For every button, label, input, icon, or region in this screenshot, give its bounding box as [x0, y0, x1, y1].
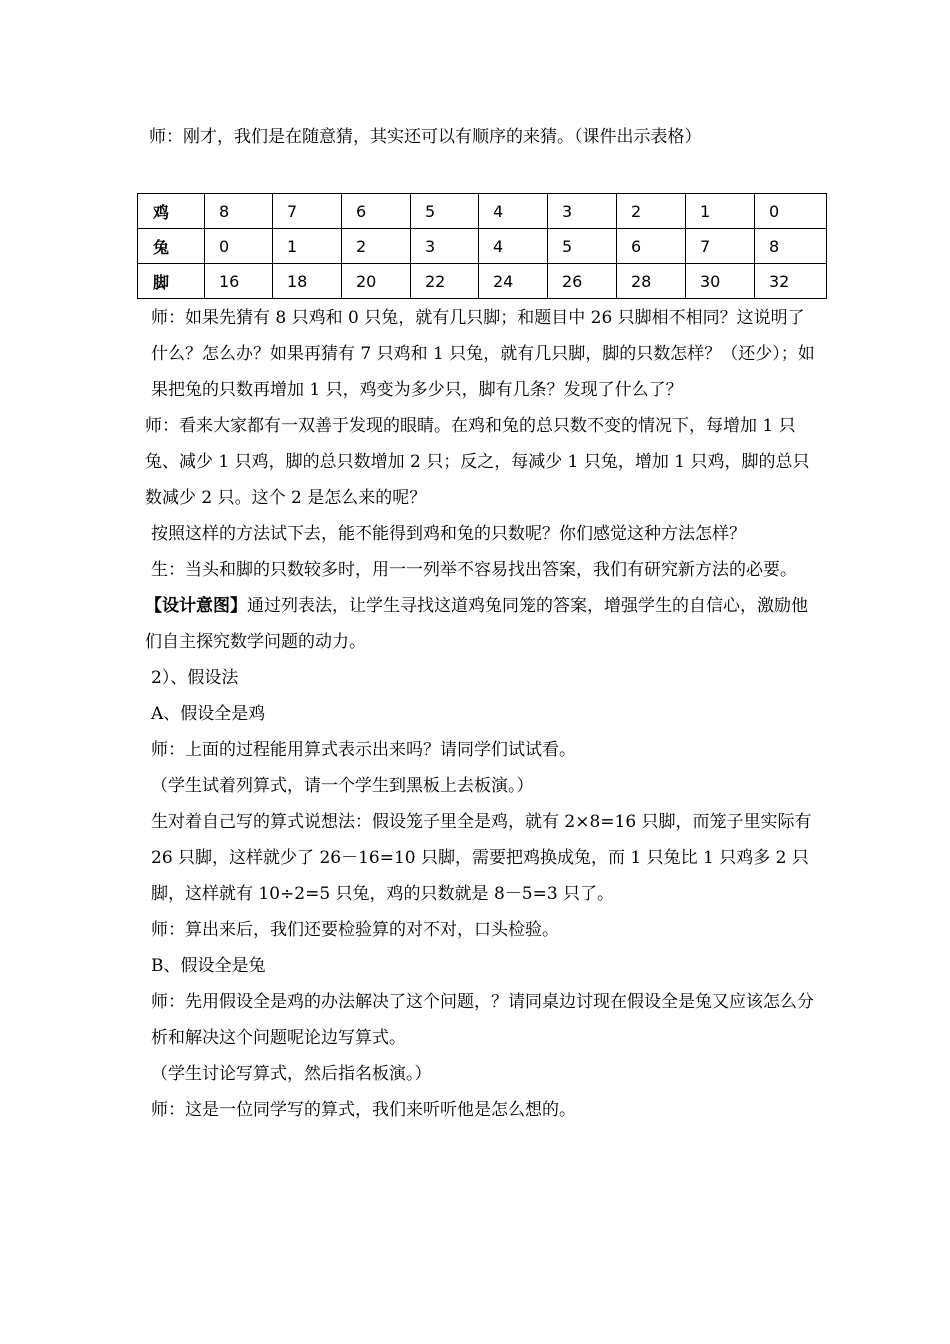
table-cell: 18	[273, 264, 342, 299]
table-cell: 0	[755, 194, 827, 229]
table-cell: 7	[273, 194, 342, 229]
design-intent-label: 【设计意图】	[145, 596, 247, 616]
table-cell: 30	[686, 264, 755, 299]
paragraph-student-reasoning: 生对着自己写的算式说想法：假设笼子里全是鸡，就有 2×8=16 只脚，而笼子里实际有 26 只脚，这样就少了 26－16=10 只脚，需要把鸡换成兔，而 1 只兔比 1 只鸡多 2 只脚，这样就有 10÷2=5 只兔，鸡的只数就是 8－5=3 只了。	[151, 812, 812, 904]
table-cell: 5	[411, 194, 479, 229]
subheading-assume-chicken: A、假设全是鸡	[151, 704, 266, 724]
table-cell: 16	[205, 264, 273, 299]
table-cell: 4	[479, 194, 548, 229]
table-cell: 22	[411, 264, 479, 299]
table-cell: 20	[342, 264, 411, 299]
table-cell: 5	[548, 229, 617, 264]
table-cell: 3	[411, 229, 479, 264]
paragraph-guess-explanation: 师：如果先猜有 8 只鸡和 0 只兔，就有几只脚；和题目中 26 只脚相不相同？这说明了什么？怎么办？如果再猜有 7 只鸡和 1 只兔，就有几只脚，脚的只数怎样？（还少）；如果把兔的只数再增加 1 只，鸡变为多少只，脚有几条？发现了什么了？	[151, 308, 815, 400]
table-row-chicken	[138, 194, 827, 229]
paragraph-student-discussion: （学生讨论写算式，然后指名板演。）	[151, 1064, 432, 1084]
table-cell: 2	[342, 229, 411, 264]
table-cell: 8	[755, 229, 827, 264]
table-cell: 32	[755, 264, 827, 299]
paragraph-continue-question: 按照这样的方法试下去，能不能得到鸡和兔的只数呢？你们感觉这种方法怎样？	[151, 524, 746, 544]
paragraph-design-intent	[145, 588, 817, 660]
row-header-feet: 脚	[138, 264, 205, 299]
row-header-rabbit: 兔	[138, 229, 205, 264]
paragraph-teacher-observation: 师：看来大家都有一双善于发现的眼睛。在鸡和兔的总只数不变的情况下，每增加 1 只兔、减少 1 只鸡，脚的总只数增加 2 只；反之，每减少 1 只兔，增加 1 只鸡，脚的总只数减少 2 只。这个 2 是怎么来的呢？	[145, 416, 810, 508]
table-cell: 4	[479, 229, 548, 264]
design-intent-text: 通过列表法，让学生寻找这道鸡兔同笼的答案，增强学生的自信心，激励他们自主探究数学问题的动力。	[145, 596, 808, 652]
paragraph-teacher-listen: 师：这是一位同学写的算式，我们来听听他是怎么想的。	[151, 1100, 576, 1120]
table-cell: 0	[205, 229, 273, 264]
table-cell: 1	[273, 229, 342, 264]
table-row-feet	[138, 264, 827, 299]
body-text	[145, 300, 817, 1128]
guess-table	[137, 193, 827, 299]
paragraph-student-answer: 生：当头和脚的只数较多时，用一一列举不容易找出答案，我们有研究新方法的必要。	[151, 560, 797, 580]
table-cell: 26	[548, 264, 617, 299]
table-cell: 24	[479, 264, 548, 299]
table-row-rabbit	[138, 229, 827, 264]
section-heading-assumption: 2）、假设法	[151, 668, 239, 688]
table-cell: 1	[686, 194, 755, 229]
table-cell: 8	[205, 194, 273, 229]
subheading-assume-rabbit: B、假设全是兔	[151, 956, 266, 976]
table-cell: 7	[686, 229, 755, 264]
row-header-chicken: 鸡	[138, 194, 205, 229]
intro-paragraph: 师：刚才，我们是在随意猜，其实还可以有顺序的来猜。（课件出示表格）	[149, 127, 702, 147]
paragraph-teacher-check: 师：算出来后，我们还要检验算的对不对，口头检验。	[151, 920, 559, 940]
table-cell: 6	[617, 229, 686, 264]
paragraph-teacher-prompt: 师：上面的过程能用算式表示出来吗？请同学们试试看。	[151, 740, 576, 760]
paragraph-teacher-discussion: 师：先用假设全是鸡的办法解决了这个问题，？请同桌边讨现在假设全是兔又应该怎么分析和解决这个问题呢论边写算式。	[151, 992, 814, 1048]
table-cell: 2	[617, 194, 686, 229]
table-cell: 6	[342, 194, 411, 229]
table-cell: 28	[617, 264, 686, 299]
table-cell: 3	[548, 194, 617, 229]
paragraph-student-activity: （学生试着列算式，请一个学生到黑板上去板演。）	[151, 776, 534, 796]
